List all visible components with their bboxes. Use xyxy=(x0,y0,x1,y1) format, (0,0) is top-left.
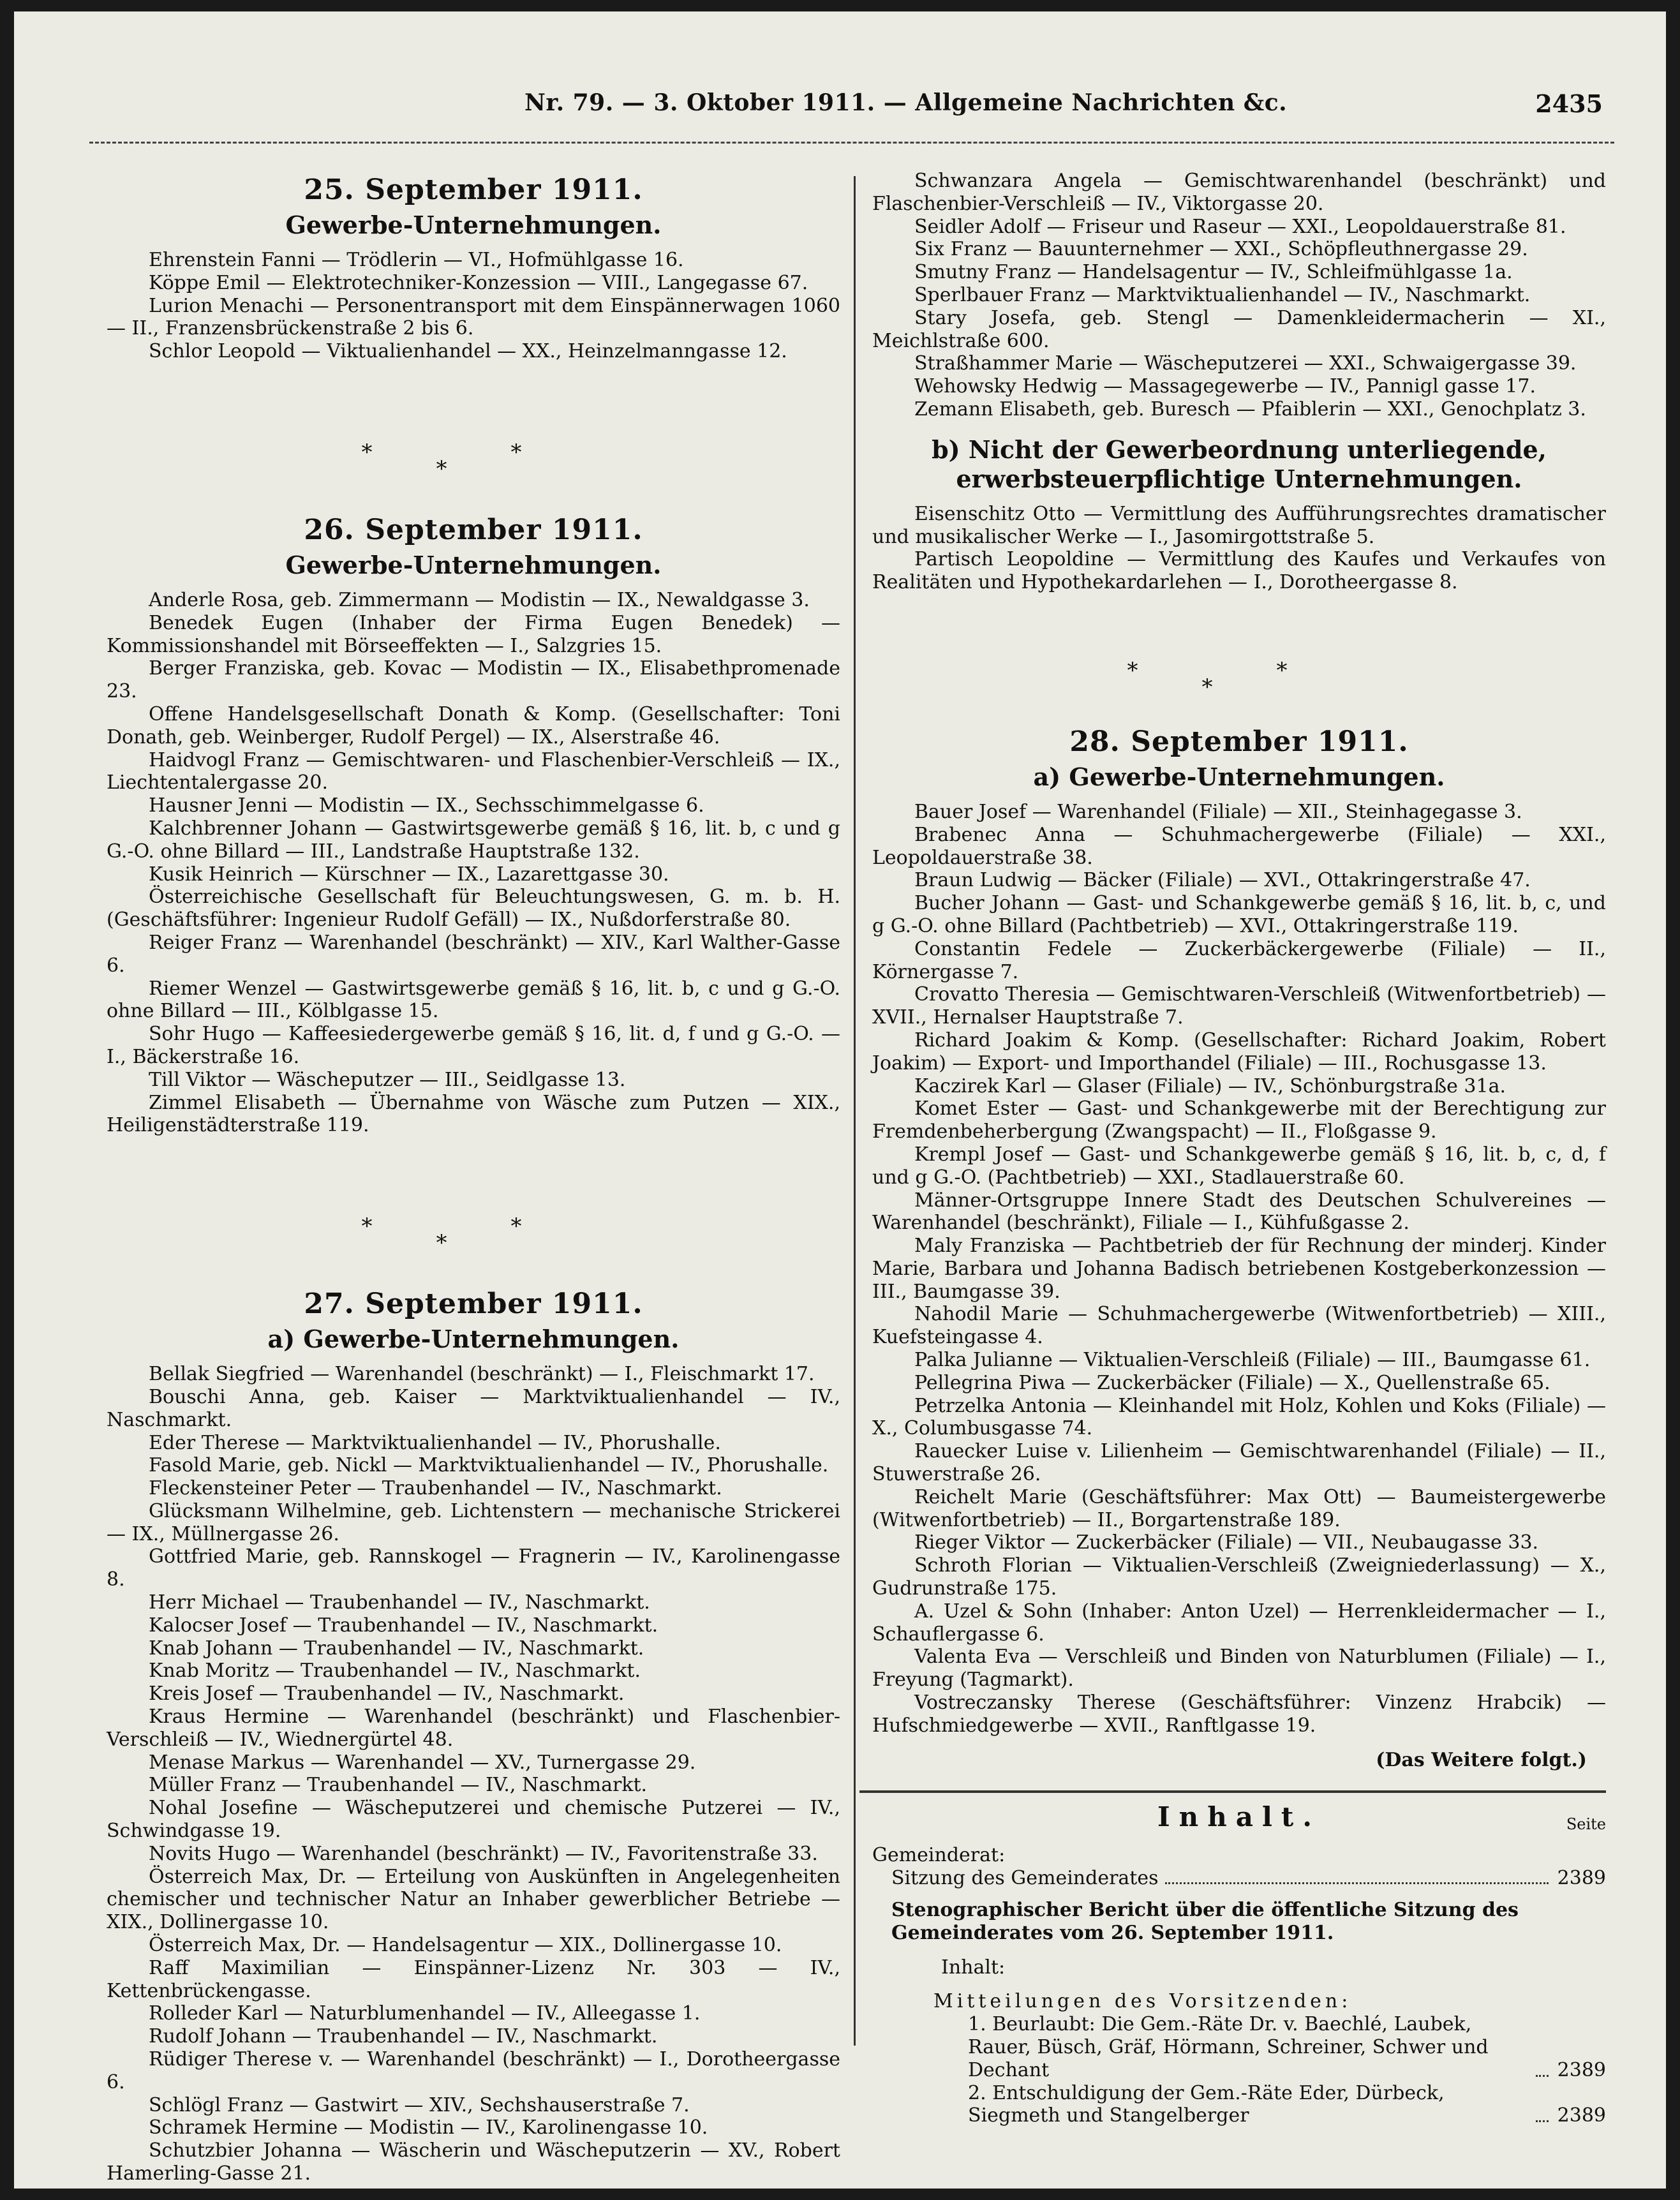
asterism-star: * xyxy=(510,1214,586,1240)
entry-list-27b xyxy=(872,503,1606,594)
toc-seite-label: Seite xyxy=(1566,1815,1606,1834)
section-date-28: 28. September 1911. xyxy=(1069,725,1409,758)
continued-note: (Das Weitere folgt.) xyxy=(1376,1748,1587,1771)
list-entry: Kaczirek Karl — Glaser (Filiale) — IV., Schönburgstraße 31a. xyxy=(914,1074,1506,1097)
page-header xyxy=(110,84,1603,129)
list-entry: Offene Handelsgesellschaft Donath & Komp. (Gesellschafter: Toni Donath, geb. Weinberger, Rudolf Pergel) — IX., Alserstraße 46. xyxy=(107,702,840,748)
list-entry: Valenta Eva — Verschleiß und Binden von Naturblumen (Filiale) — I., Freyung (Tagmarkt). xyxy=(872,1646,1606,1691)
list-entry: Maly Franziska — Pachtbetrieb der für Rechnung der minderj. Kinder Marie, Barbara und Johanna Badisch betriebenen Kostgeberkonzession — III., Baumgasse 39. xyxy=(872,1235,1606,1303)
list-entry: Knab Johann — Traubenhandel — IV., Naschmarkt. xyxy=(149,1637,644,1660)
column-divider xyxy=(854,176,856,2046)
list-entry: Männer-Ortsgruppe Innere Stadt des Deutschen Schulvereines — Warenhandel (beschränkt), Filiale — I., Kühfußgasse 2. xyxy=(872,1189,1606,1235)
entry-list-25 xyxy=(107,249,840,363)
list-entry: Österreich Max, Dr. — Handelsagentur — XIX., Dollinergasse 10. xyxy=(149,1934,782,1957)
toc-item1-page: 2389 xyxy=(1557,2058,1606,2081)
star-separator xyxy=(107,363,840,510)
page-number: 2435 xyxy=(1535,89,1603,118)
list-entry: Glücksmann Wilhelmine, geb. Lichtenstern — mechanische Strickerei — IX., Müllnergasse 26. xyxy=(107,1499,840,1545)
entry-list-28 xyxy=(872,801,1606,1737)
toc-item2-row[interactable] xyxy=(872,2082,1606,2128)
list-entry: Ehrenstein Fanni — Trödlerin — VI., Hofmühlgasse 16. xyxy=(149,249,684,271)
star-separator xyxy=(872,594,1606,722)
header-rule xyxy=(89,142,1614,144)
list-entry: Braun Ludwig — Bäcker (Filiale) — XVI., Ottakringerstraße 47. xyxy=(914,869,1531,892)
list-entry: Nahodil Marie — Schuhmachergewerbe (Witwenfortbetrieb) — XIII., Kuefsteingasse 4. xyxy=(872,1303,1606,1349)
list-entry: Zimmel Elisabeth — Übernahme von Wäsche zum Putzen — XIX., Heiligenstädterstraße 119. xyxy=(107,1091,840,1137)
left-column xyxy=(107,170,840,2185)
list-entry: Kraus Hermine — Warenhandel (beschränkt) und Flaschenbier-Verschleiß — IV., Wiednergürtel 48. xyxy=(107,1706,840,1751)
list-entry: Raff Maximilian — Einspänner-Lizenz Nr. 303 — IV., Kettenbrückengasse. xyxy=(107,1956,840,2002)
list-entry: Partisch Leopoldine — Vermittlung des Kaufes und Verkaufes von Realitäten und Hypothekardarlehen — I., Dorotheergasse 8. xyxy=(872,548,1606,594)
list-entry: Anderle Rosa, geb. Zimmermann — Modistin — IX., Newaldgasse 3. xyxy=(149,588,810,611)
section-heading-25: Gewerbe-Unternehmungen. xyxy=(285,211,662,239)
toc-item2-page: 2389 xyxy=(1557,2104,1606,2127)
list-entry: Fasold Marie, geb. Nickl — Marktviktualienhandel — IV., Phorushalle. xyxy=(149,1454,829,1477)
header-title: Nr. 79. — 3. Oktober 1911. — Allgemeine Nachrichten &c. xyxy=(524,89,1288,116)
list-entry: Reiger Franz — Warenhandel (beschränkt) — XIV., Karl Walther-Gasse 6. xyxy=(107,931,840,977)
list-entry: Krempl Josef — Gast- und Schankgewerbe gemäß § 16, lit. b, c, d, f und g G.-O. (Pachtbetrieb) — XXI., Stadlauerstraße 60. xyxy=(872,1143,1606,1189)
entry-list-27 xyxy=(107,1363,840,2185)
asterism-star: * xyxy=(510,439,586,465)
list-entry: Reichelt Marie (Geschäftsführer: Max Ott) — Baumeistergewerbe (Witwenfortbetrieb) — II., Borgartenstraße 189. xyxy=(872,1485,1606,1531)
toc-item1-row[interactable] xyxy=(872,2013,1606,2081)
leader-dots xyxy=(1536,2075,1549,2077)
list-entry: Seidler Adolf — Friseur und Raseur — XXI., Leopoldauerstraße 81. xyxy=(914,215,1566,238)
list-entry: Schroth Florian — Viktualien-Verschleiß (Zweigniederlassung) — X., Gudrunstraße 175. xyxy=(872,1554,1606,1600)
list-entry: Till Viktor — Wäscheputzer — III., Seidlgasse 13. xyxy=(149,1068,626,1091)
list-entry: Palka Julianne — Viktualien-Verschleiß (Filiale) — III., Baumgasse 61. xyxy=(914,1349,1591,1372)
list-entry: Berger Franziska, geb. Kovac — Modistin — IX., Elisabethpromenade 23. xyxy=(107,657,840,703)
section-date-27: 27. September 1911. xyxy=(304,1288,643,1321)
list-entry: Wehowsky Hedwig — Massagegewerbe — IV., Pannigl gasse 17. xyxy=(914,375,1536,398)
list-entry: Rauecker Luise v. Lilienheim — Gemischtwarenhandel (Filiale) — II., Stuwerstraße 26. xyxy=(872,1440,1606,1486)
toc-sitzung-page: 2389 xyxy=(1557,1867,1606,1890)
list-entry: Österreich Max, Dr. — Erteilung von Auskünften in Angelegenheiten chemischer und technischer Natur an Inhaber gewerblicher Betriebe — XIX., Dollinergasse 10. xyxy=(107,1865,840,1934)
list-entry: Rieger Viktor — Zuckerbäcker (Filiale) — VII., Neubaugasse 33. xyxy=(914,1531,1539,1554)
list-entry: Schlor Leopold — Viktualienhandel — XX., Heinzelmanngasse 12. xyxy=(149,340,787,363)
asterism-star: * xyxy=(436,1230,511,1256)
toc-gemeinderat: Gemeinderat: xyxy=(872,1844,1006,1867)
toc-inhalt-label: Inhalt: xyxy=(941,1956,1006,1979)
list-entry: Petrzelka Antonia — Kleinhandel mit Holz, Kohlen und Koks (Filiale) — X., Columbusgasse 74. xyxy=(872,1394,1606,1440)
list-entry: Sohr Hugo — Kaffeesiedergewerbe gemäß § 16, lit. d, f und g G.-O. — I., Bäckerstraße 16. xyxy=(107,1023,840,1068)
list-entry: Komet Ester — Gast- und Schankgewerbe mit der Berechtigung zur Fremdenbeherbergung (Zwangspacht) — II., Floßgasse 9. xyxy=(872,1097,1606,1143)
list-entry: Bellak Siegfried — Warenhandel (beschränkt) — I., Fleischmarkt 17. xyxy=(149,1363,815,1386)
list-entry: Bauer Josef — Warenhandel (Filiale) — XII., Steinhagegasse 3. xyxy=(914,800,1522,823)
list-entry: Herr Michael — Traubenhandel — IV., Naschmarkt. xyxy=(149,1591,650,1614)
list-entry: Zemann Elisabeth, geb. Buresch — Pfaiblerin — XXI., Genochplatz 3. xyxy=(914,398,1586,420)
list-entry: Müller Franz — Traubenhandel — IV., Naschmarkt. xyxy=(149,1774,648,1797)
asterism-star: * xyxy=(1201,674,1277,700)
list-entry: Knab Moritz — Traubenhandel — IV., Naschmarkt. xyxy=(149,1660,641,1683)
section-heading-27: a) Gewerbe-Unternehmungen. xyxy=(267,1325,680,1354)
section-date-25: 25. September 1911. xyxy=(304,174,643,206)
asterism-star: * xyxy=(361,439,436,465)
asterism-star: * xyxy=(436,456,511,482)
list-entry: Haidvogl Franz — Gemischtwaren- und Flaschenbier-Verschleiß — IX., Liechtentalergasse 20. xyxy=(107,748,840,794)
list-entry: Schwanzara Angela — Gemischtwarenhandel (beschränkt) und Flaschenbier-Verschleiß — IV., Viktorgasse 20. xyxy=(872,170,1606,215)
toc-sitzung-label: Sitzung des Gemeinderates xyxy=(891,1867,1159,1890)
list-entry: Österreichische Gesellschaft für Beleuchtungswesen, G. m. b. H. (Geschäftsführer: Ingenieur Rudolf Gefäll) — IX., Nußdorferstraße 80. xyxy=(107,886,840,932)
asterism-star: * xyxy=(1127,657,1202,683)
toc-header xyxy=(872,1801,1606,1844)
section-heading-26: Gewerbe-Unternehmungen. xyxy=(285,550,662,579)
list-entry: Novits Hugo — Warenhandel (beschränkt) — IV., Favoritenstraße 33. xyxy=(149,1842,818,1865)
toc-title: Inhalt. xyxy=(1157,1801,1321,1833)
list-entry: Kusik Heinrich — Kürschner — IX., Lazarettgasse 30. xyxy=(149,863,669,886)
list-entry: Hausner Jenni — Modistin — IX., Sechsschimmelgasse 6. xyxy=(149,794,704,817)
asterism-star: * xyxy=(1276,657,1351,683)
asterism-star: * xyxy=(361,1214,436,1240)
list-entry: Rüdiger Therese v. — Warenhandel (beschränkt) — I., Dorotheergasse 6. xyxy=(107,2048,840,2093)
list-entry: Smutny Franz — Handelsagentur — IV., Schleifmühlgasse 1a. xyxy=(914,261,1513,284)
list-entry: Benedek Eugen (Inhaber der Firma Eugen Benedek) — Kommissionshandel mit Börseeffekten — I., Salzgries 15. xyxy=(107,611,840,657)
list-entry: Köppe Emil — Elektrotechniker-Konzession — VIII., Langegasse 67. xyxy=(149,271,808,294)
section-heading-27b: b) Nicht der Gewerbeordnung unterliegende, erwerbsteuerpflichtige Unternehmungen. xyxy=(932,435,1547,493)
list-entry: Eder Therese — Marktviktualienhandel — IV., Phorushalle. xyxy=(149,1431,721,1454)
list-entry: Bouschi Anna, geb. Kaiser — Marktviktualienhandel — IV., Naschmarkt. xyxy=(107,1385,840,1431)
toc-rule xyxy=(859,1790,1606,1793)
list-entry: Schramek Hermine — Modistin — IV., Karolinengasse 10. xyxy=(149,2116,708,2139)
list-entry: Kreis Josef — Traubenhandel — IV., Naschmarkt. xyxy=(149,1683,625,1706)
list-entry: Six Franz — Bauunternehmer — XXI., Schöpfleuthnergasse 29. xyxy=(914,238,1528,261)
entry-list-26 xyxy=(107,589,840,1137)
list-entry: Nohal Josefine — Wäscheputzerei und chemische Putzerei — IV., Schwindgasse 19. xyxy=(107,1797,840,1843)
section-heading-28: a) Gewerbe-Unternehmungen. xyxy=(1033,762,1445,791)
table-of-contents xyxy=(872,1801,1606,2127)
section-date-26: 26. September 1911. xyxy=(304,513,643,546)
leader-dots xyxy=(1536,2120,1549,2122)
list-entry: Eisenschitz Otto — Vermittlung des Aufführungsrechtes dramatischer und musikalischer Werke — I., Jasomirgottstraße 5. xyxy=(872,502,1606,548)
list-entry: Riemer Wenzel — Gastwirtsgewerbe gemäß § 16, lit. b, c und g G.-O. ohne Billard — III., Kölblgasse 15. xyxy=(107,977,840,1023)
list-entry: Brabenec Anna — Schuhmachergewerbe (Filiale) — XXI., Leopoldauerstraße 38. xyxy=(872,823,1606,869)
list-entry: Schlögl Franz — Gastwirt — XIV., Sechshauserstraße 7. xyxy=(149,2093,690,2116)
toc-bericht[interactable]: Stenographischer Bericht über die öffentliche Sitzung des Gemeinderates vom 26. September 1911. xyxy=(891,1899,1519,1944)
list-entry: Rudolf Johann — Traubenhandel — IV., Naschmarkt. xyxy=(149,2025,658,2048)
list-entry: A. Uzel & Sohn (Inhaber: Anton Uzel) — Herrenkleidermacher — I., Schauflergasse 6. xyxy=(872,1600,1606,1646)
list-entry: Rolleder Karl — Naturblumenhandel — IV., Alleegasse 1. xyxy=(149,2002,701,2025)
list-entry: Pellegrina Piwa — Zuckerbäcker (Filiale) — X., Quellenstraße 65. xyxy=(914,1371,1550,1394)
list-entry: Schutzbier Johanna — Wäscherin und Wäscheputzerin — XV., Robert Hamerling-Gasse 21. xyxy=(107,2139,840,2185)
star-separator xyxy=(107,1137,840,1284)
list-entry: Straßhammer Marie — Wäscheputzerei — XXI., Schwaigergasse 39. xyxy=(914,352,1577,375)
toc-item1-label: 1. Beurlaubt: Die Gem.-Räte Dr. v. Baechlé, Laubek, Rauer, Büsch, Gräf, Hörmann, Schreiner, Schwer und Dechant xyxy=(968,2013,1489,2081)
newspaper-page xyxy=(14,11,1666,2189)
list-entry: Vostreczansky Therese (Geschäftsführer: Vinzenz Hrabcik) — Hufschmiedgewerbe — XVII., Ranftlgasse 19. xyxy=(872,1691,1606,1737)
list-entry: Constantin Fedele — Zuckerbäckergewerbe (Filiale) — II., Körnergasse 7. xyxy=(872,937,1606,983)
toc-sitzung-row[interactable] xyxy=(872,1867,1606,1890)
entry-list-27a-cont xyxy=(872,170,1606,421)
list-entry: Stary Josefa, geb. Stengl — Damenkleidermacherin — XI., Meichlstraße 600. xyxy=(872,306,1606,352)
list-entry: Fleckensteiner Peter — Traubenhandel — IV., Naschmarkt. xyxy=(149,1477,722,1500)
leader-dots xyxy=(1165,1882,1549,1884)
list-entry: Gottfried Marie, geb. Rannskogel — Fragnerin — IV., Karolinengasse 8. xyxy=(107,1545,840,1591)
list-entry: Menase Markus — Warenhandel — XV., Turnergasse 29. xyxy=(149,1751,696,1774)
list-entry: Sperlbauer Franz — Marktviktualienhandel — IV., Naschmarkt. xyxy=(914,283,1531,306)
toc-item2-label: 2. Entschuldigung der Gem.-Räte Eder, Dürbeck, Siegmeth und Stangelberger xyxy=(968,2081,1445,2127)
list-entry: Richard Joakim & Komp. (Gesellschafter: Richard Joakim, Robert Joakim) — Export- und Importhandel (Filiale) — III., Rochusgasse 13. xyxy=(872,1029,1606,1074)
list-entry: Bucher Johann — Gast- und Schankgewerbe gemäß § 16, lit. b, c, und g G.-O. ohne Billard (Pachtbetrieb) — XVI., Ottakringerstraße 119. xyxy=(872,892,1606,937)
right-column xyxy=(872,170,1606,2127)
list-entry: Kalchbrenner Johann — Gastwirtsgewerbe gemäß § 16, lit. b, c und g G.-O. ohne Billard — III., Landstraße Hauptstraße 132. xyxy=(107,817,840,863)
list-entry: Lurion Menachi — Personentransport mit dem Einspännerwagen 1060 — II., Franzensbrückenstraße 2 bis 6. xyxy=(107,294,840,340)
list-entry: Kalocser Josef — Traubenhandel — IV., Naschmarkt. xyxy=(149,1614,658,1637)
list-entry: Crovatto Theresia — Gemischtwaren-Verschleiß (Witwenfortbetrieb) — XVII., Hernalser Hauptstraße 7. xyxy=(872,983,1606,1029)
toc-mitteilungen: Mitteilungen des Vorsitzenden: xyxy=(933,1990,1352,2013)
